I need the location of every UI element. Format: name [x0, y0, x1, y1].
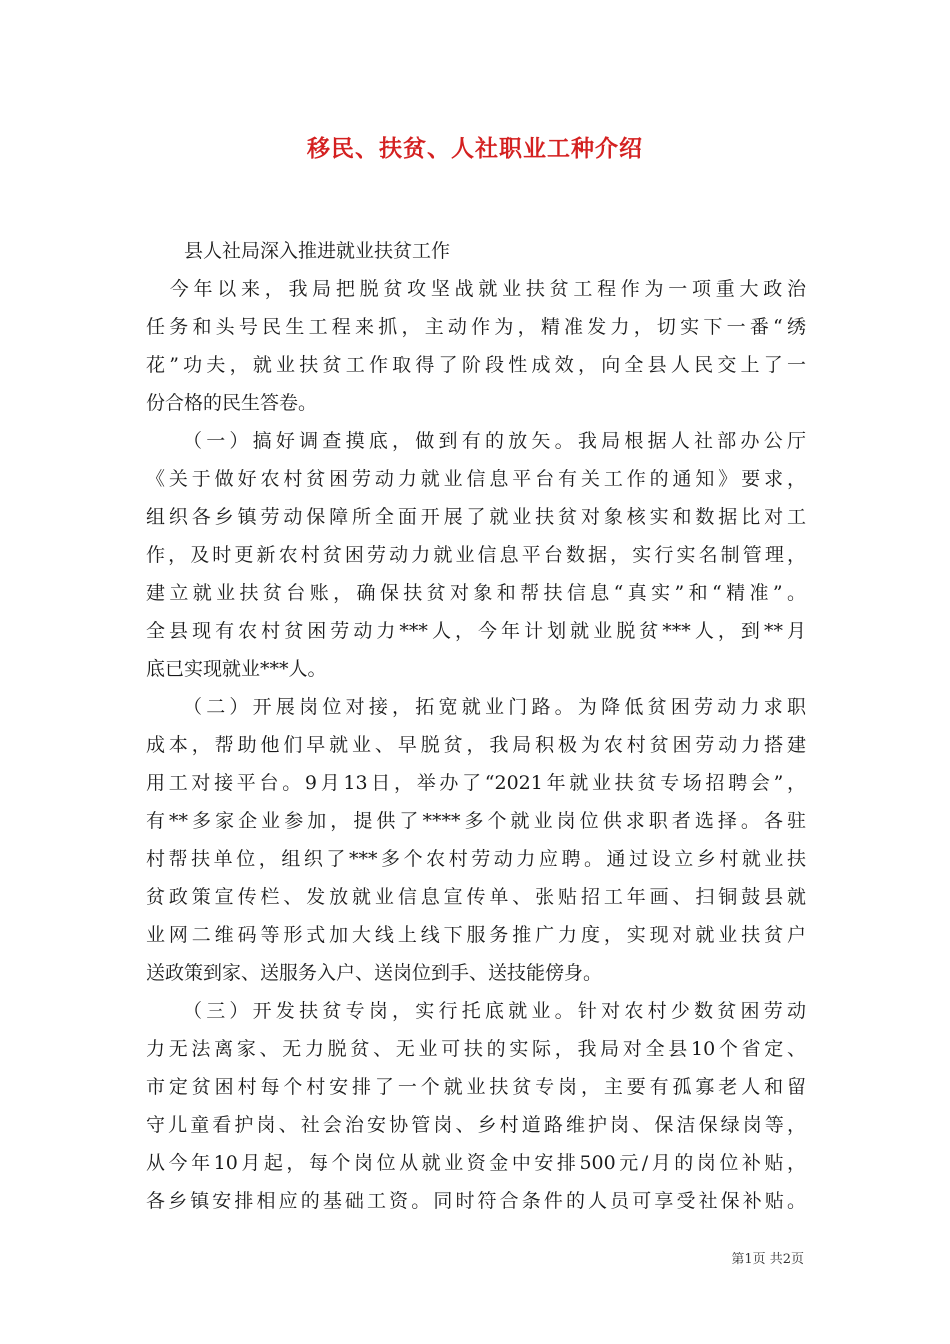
paragraph-line: 全县现有农村贫困劳动力***人，今年计划就业脱贫***人，到**月 — [146, 620, 806, 642]
paragraph-line: （三）开发扶贫专岗，实行托底就业。针对农村少数贫困劳动 — [146, 1000, 806, 1022]
paragraph-line: 各乡镇安排相应的基础工资。同时符合条件的人员可享受社保补贴。 — [146, 1190, 806, 1212]
paragraph-line: 送政策到家、送服务入户、送岗位到手、送技能傍身。 — [146, 962, 603, 984]
page-number: 第1页 共2页 — [731, 1252, 804, 1267]
paragraph-line: 份合格的民生答卷。 — [146, 392, 318, 414]
paragraph-line: 组织各乡镇劳动保障所全面开展了就业扶贫对象核实和数据比对工 — [146, 506, 806, 528]
paragraph-line: 建立就业扶贫台账，确保扶贫对象和帮扶信息“真实”和“精准”。 — [146, 582, 806, 604]
paragraph-line: 业网二维码等形式加大线上线下服务推广力度，实现对就业扶贫户 — [146, 924, 806, 946]
document-title: 移民、扶贫、人社职业工种介绍 — [307, 136, 643, 162]
paragraph-line: 用工对接平台。9月13日，举办了“2021年就业扶贫专场招聘会”， — [146, 772, 806, 794]
paragraph-line: 村帮扶单位，组织了***多个农村劳动力应聘。通过设立乡村就业扶 — [146, 848, 806, 870]
paragraph-line: （二）开展岗位对接，拓宽就业门路。为降低贫困劳动力求职 — [146, 696, 806, 718]
paragraph-line: 成本，帮助他们早就业、早脱贫，我局积极为农村贫困劳动力搭建 — [146, 734, 806, 756]
paragraph-line: 市定贫困村每个村安排了一个就业扶贫专岗，主要有孤寡老人和留 — [146, 1076, 806, 1098]
paragraph-line: 花”功夫，就业扶贫工作取得了阶段性成效，向全县人民交上了一 — [146, 354, 806, 376]
paragraph-line: 任务和头号民生工程来抓，主动作为，精准发力，切实下一番“绣 — [146, 316, 806, 338]
paragraph-line: 守儿童看护岗、社会治安协管岗、乡村道路维护岗、保洁保绿岗等， — [146, 1114, 806, 1136]
paragraph-line: 有**多家企业参加，提供了****多个就业岗位供求职者选择。各驻 — [146, 810, 806, 832]
paragraph-line: 力无法离家、无力脱贫、无业可扶的实际，我局对全县10个省定、 — [146, 1038, 806, 1060]
paragraph-line: 底已实现就业***人。 — [146, 658, 327, 680]
paragraph-line: 贫政策宣传栏、发放就业信息宣传单、张贴招工年画、扫铜鼓县就 — [146, 886, 806, 908]
paragraph-line: 《关于做好农村贫困劳动力就业信息平台有关工作的通知》要求， — [146, 468, 806, 490]
paragraph-line: 今年以来，我局把脱贫攻坚战就业扶贫工程作为一项重大政治 — [146, 278, 806, 300]
paragraph-line: 作，及时更新农村贫困劳动力就业信息平台数据，实行实名制管理， — [146, 544, 806, 566]
document-body — [146, 232, 806, 1220]
section-heading: 县人社局深入推进就业扶贫工作 — [146, 240, 451, 262]
paragraph-line: （一）搞好调查摸底，做到有的放矢。我局根据人社部办公厅 — [146, 430, 806, 452]
paragraph-line: 从今年10月起，每个岗位从就业资金中安排500元/月的岗位补贴， — [146, 1152, 806, 1174]
